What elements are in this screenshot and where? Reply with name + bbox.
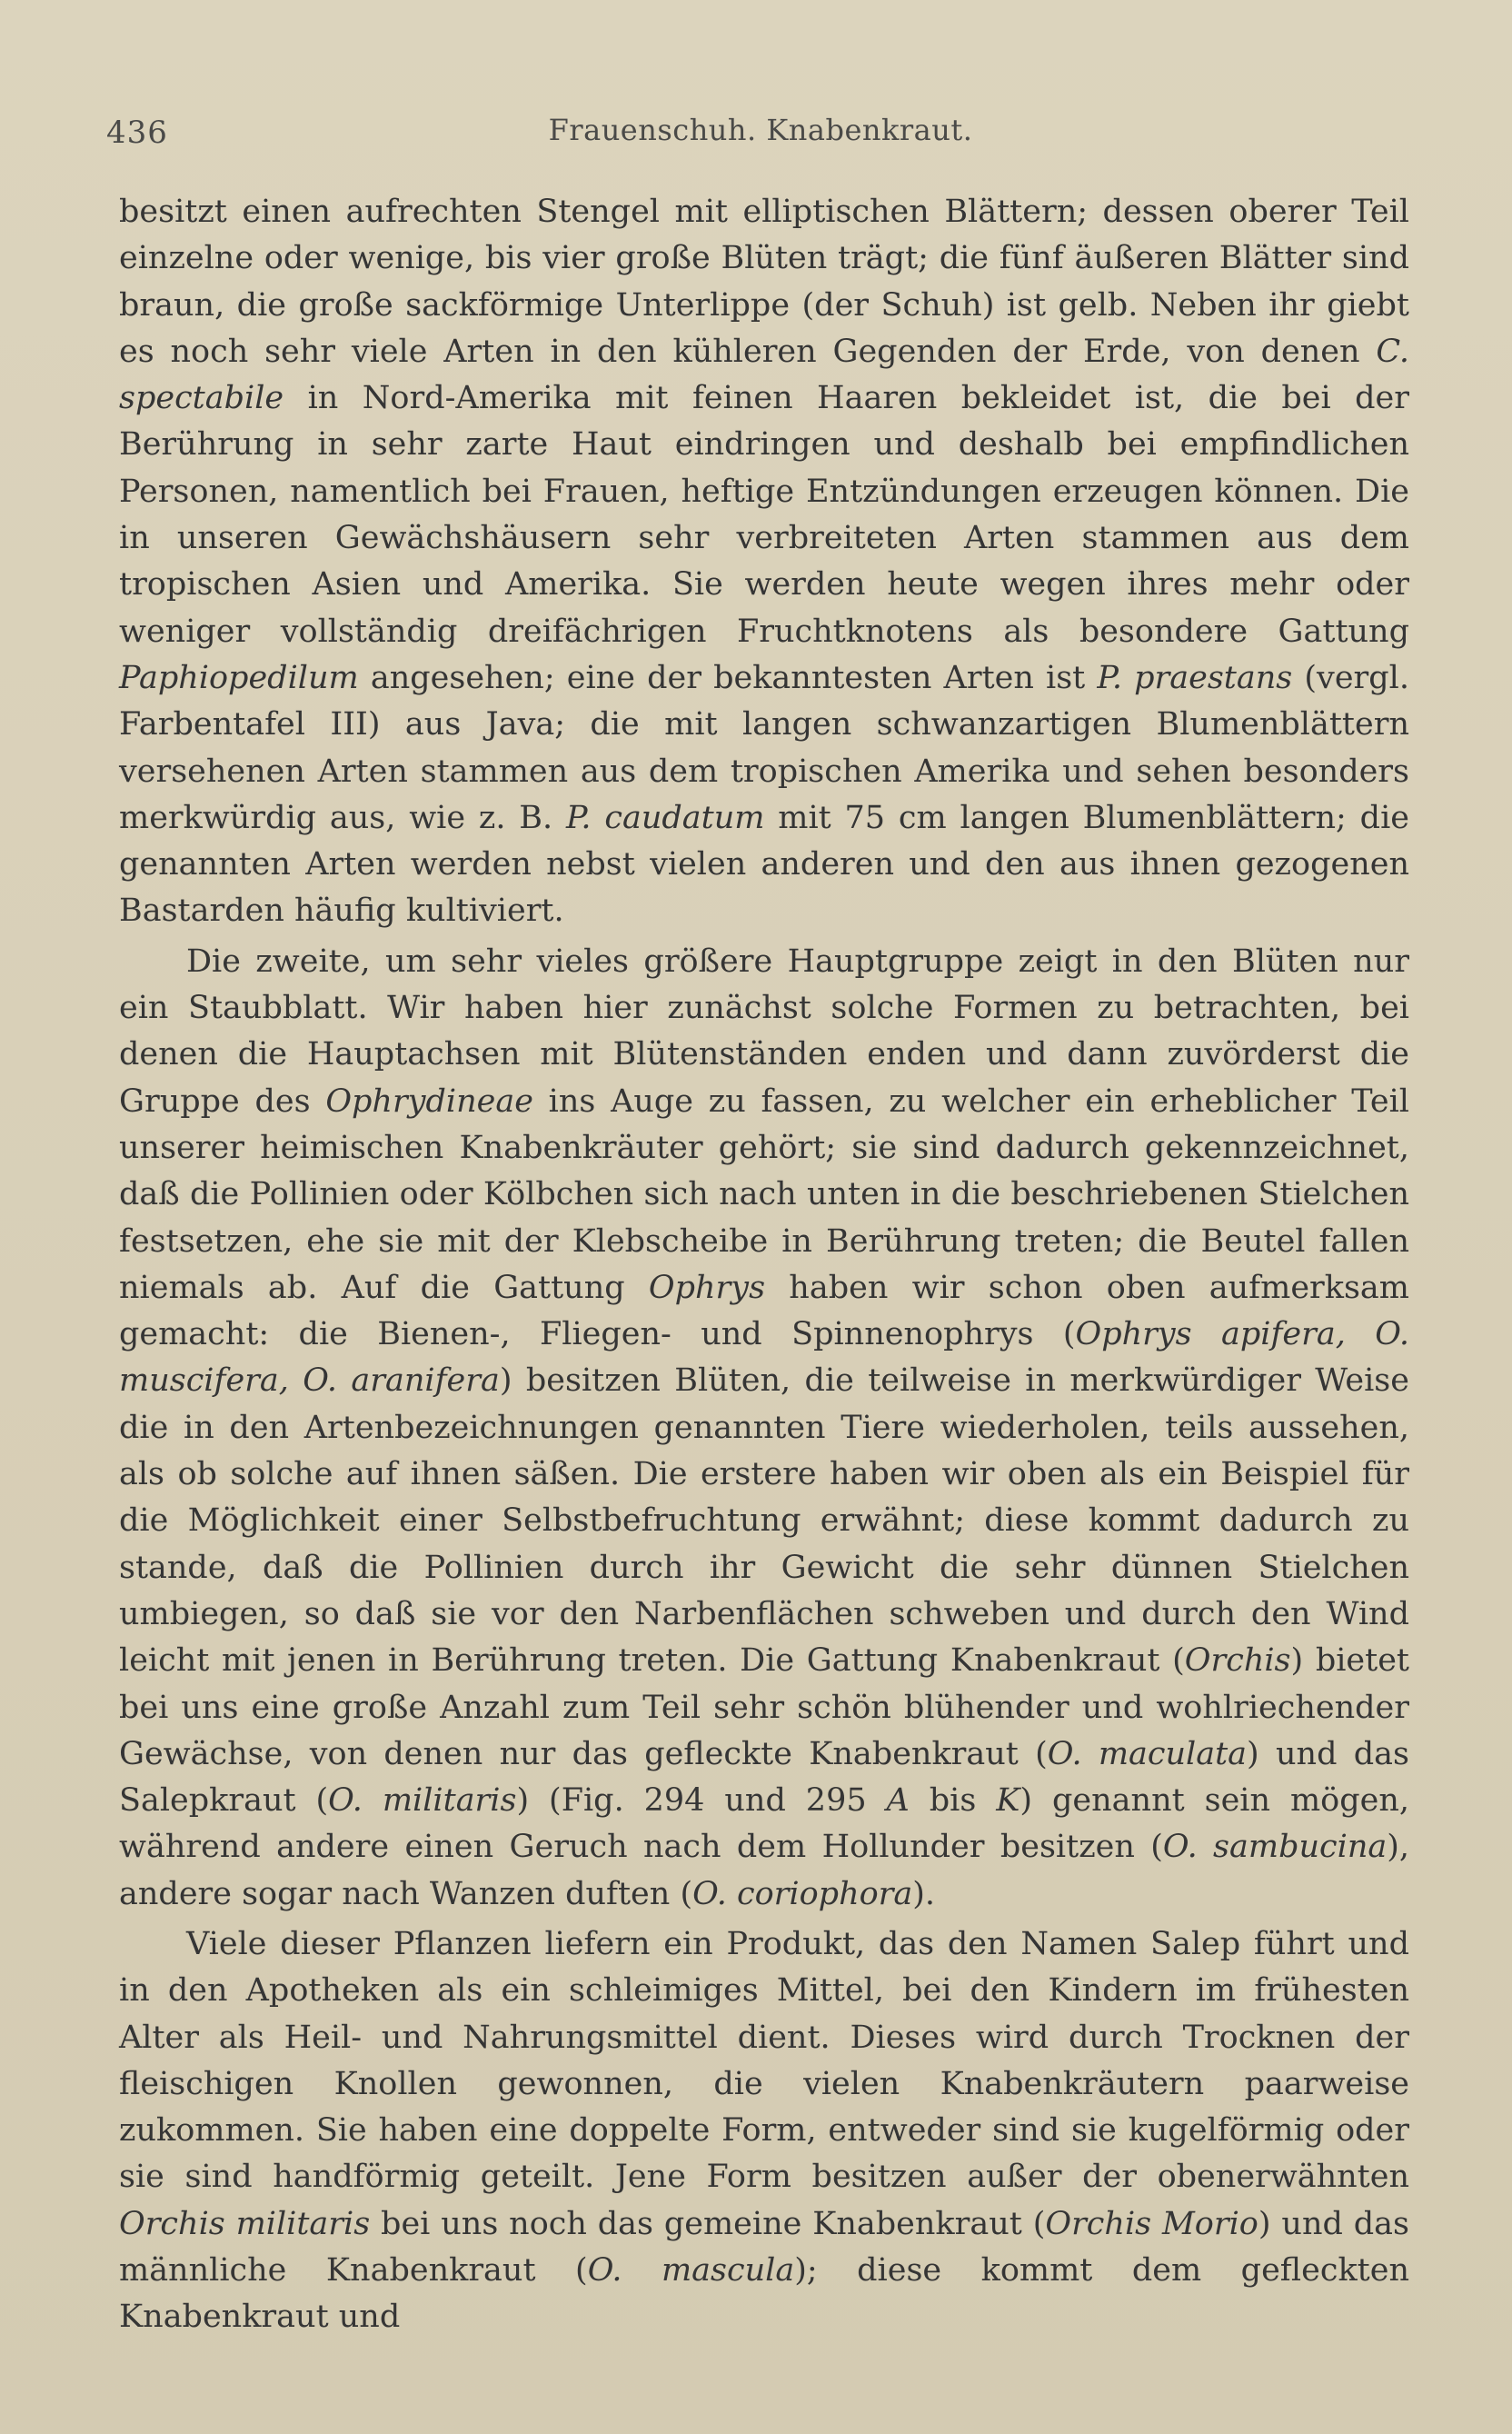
italic-run: K (996, 1782, 1020, 1820)
text-run: mit 75 cm langen Blumenblättern; die genannten Arten werden nebst vielen anderen und den aus ihnen gezogenen Bastarden häufig kultiviert. (119, 799, 1409, 930)
text-run: ins Auge zu fassen, zu welcher ein erheblicher Teil unserer heimischen Knabenkräuter gehört; sie sind dadurch gekennzeichnet, daß die Pollinien oder Kölbchen sich nach unten in die beschriebenen Stielchen festsetzen, ehe sie mit der Klebscheibe in Berührung treten; die Beutel fallen niemals ab. Auf die Gattung (119, 1082, 1409, 1306)
page-number: 436 (106, 115, 168, 151)
text-run: bei uns noch das gemeine Knabenkraut ( (370, 2205, 1046, 2242)
text-run: in Nord-Amerika mit feinen Haaren bekleidet ist, die bei der Berührung in sehr zarte Haut eindringen und deshalb bei empfindlichen Personen, namentlich bei Frauen, heftige Entzündungen erzeugen können. Die in unseren Gewächshäusern sehr verbreiteten Arten stammen aus dem tropischen Asien und Amerika. Sie werden heute wegen ihres mehr oder weniger vollständig dreifächrigen Fruchtknotens als besondere Gattung (119, 380, 1409, 650)
italic-run: A (886, 1782, 910, 1820)
text-run: ); diese kommt dem gefleckten Knabenkraut und (119, 2252, 1409, 2336)
text-run: (vergl. Farbentafel III) aus Java; die mit langen schwanzartigen Blumenblättern versehenen Arten stammen aus dem tropischen Amerika und sehen besonders merkwürdig aus, wie z. B. (119, 659, 1409, 836)
text-run: ) und das männliche Knabenkraut ( (119, 2205, 1409, 2289)
italic-run: C. spectabile (119, 333, 1409, 417)
text-run: ) (Fig. 294 und 295 (516, 1782, 887, 1820)
italic-run: Orchis (1184, 1642, 1291, 1680)
text-run: bis (909, 1782, 997, 1820)
text-run: ) bietet bei uns eine große Anzahl zum Teil sehr schön blühender und wohlriechender Gewächse, von denen nur das gefleckte Knabenkraut ( (119, 1642, 1409, 1772)
text-run: Die zweite, um sehr vieles größere Hauptgruppe zeigt in den Blüten nur ein Staubblatt. Wir haben hier zunächst solche Formen zu betrachten, bei denen die Hauptachsen mit Blütenständen enden und dann zuvörderst die Gruppe des (119, 943, 1409, 1120)
italic-run: O. sambucina (1162, 1829, 1388, 1866)
italic-run: Orchis Morio (1045, 2205, 1258, 2242)
body-text (119, 189, 1409, 2341)
italic-run: P. caudatum (565, 799, 765, 836)
italic-run: Paphiopedilum (119, 659, 359, 696)
italic-run: Orchis militaris (119, 2205, 371, 2242)
italic-run: O. mascula (587, 2252, 795, 2289)
text-run: ) und das Salepkraut ( (119, 1735, 1409, 1820)
text-run: besitzt einen aufrechten Stengel mit elliptischen Blättern; dessen oberer Teil einzelne oder wenige, bis vier große Blüten trägt; die fünf äußeren Blätter sind braun, die große sackförmige Unterlippe (der Schuh) ist gelb. Neben ihr giebt es noch sehr viele Arten in den kühleren Gegenden der Erde, von denen (119, 194, 1409, 370)
italic-run: O. militaris (328, 1782, 517, 1820)
text-run: ) besitzen Blüten, die teilweise in merkwürdiger Weise die in den Artenbezeichnungen genannten Tiere wiederholen, teils aussehen, als ob solche auf ihnen säßen. Die erstere haben wir oben als ein Beispiel für die Möglichkeit einer Selbstbefruchtung erwähnt; diese kommt dadurch zu stande, daß die Pollinien durch ihr Gewicht die sehr dünnen Stielchen umbiegen, so daß sie vor den Narbenflächen schweben und durch den Wind leicht mit jenen in Berührung treten. Die Gattung Knabenkraut ( (119, 1362, 1409, 1680)
paragraph (119, 939, 1409, 1918)
text-run: ), andere sogar nach Wanzen duften ( (119, 1829, 1410, 1912)
text-run: ). (912, 1875, 936, 1912)
italic-run: Ophrys apifera, O. muscifera, O. aranifera (119, 1316, 1409, 1400)
italic-run: O. maculata (1047, 1735, 1248, 1772)
paragraph (119, 1921, 1409, 2341)
text-run: angesehen; eine der bekanntesten Arten ist (358, 659, 1098, 696)
text-run: ) genannt sein mögen, während andere einen Geruch nach dem Hollunder besitzen ( (119, 1782, 1410, 1866)
text-run: haben wir schon oben aufmerksam gemacht: die Bienen-, Fliegen- und Spinnenophrys ( (119, 1269, 1409, 1353)
paragraph (119, 189, 1409, 935)
italic-run: Ophrys (648, 1269, 766, 1306)
italic-run: Ophrydineae (325, 1082, 533, 1120)
running-head: Frauenschuh. Knabenkraut. (548, 113, 973, 147)
page-header (106, 109, 1415, 160)
text-run: Viele dieser Pflanzen liefern ein Produkt, das den Namen Salep führt und in den Apotheken als ein schleimiges Mittel, bei den Kindern im frühesten Alter als Heil- und Nahrungsmittel dient. Dieses wird durch Trocknen der fleischigen Knollen gewonnen, die vielen Knabenkräutern paarweise zukommen. Sie haben eine doppelte Form, entweder sind sie kugelförmig oder sie sind handförmig geteilt. Jene Form besitzen außer der obenerwähnten (119, 1925, 1409, 2196)
italic-run: P. praestans (1097, 659, 1293, 696)
italic-run: O. coriophora (692, 1875, 913, 1912)
